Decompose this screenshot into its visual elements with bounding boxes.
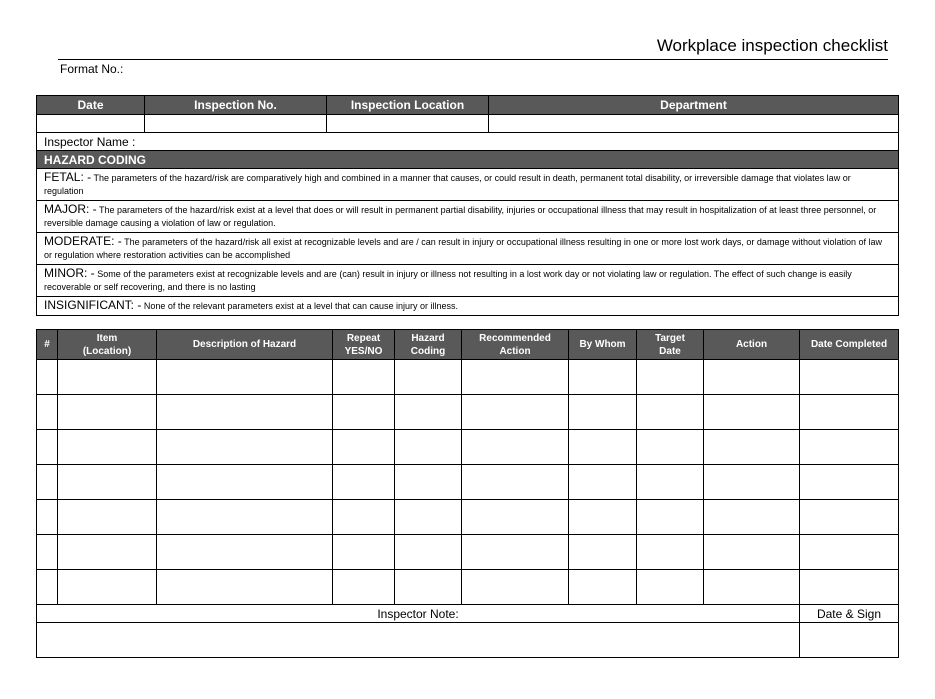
checklist-cell[interactable] bbox=[800, 500, 899, 535]
checklist-cell[interactable] bbox=[800, 360, 899, 395]
checklist-cell[interactable] bbox=[395, 395, 462, 430]
checklist-cell[interactable] bbox=[333, 430, 395, 465]
inspector-note-entry-row bbox=[37, 623, 899, 658]
hazard-description: The parameters of the hazard/risk are comparatively high and combined in a manner that causes, or could result in death, permanent total disability, or irreversible damage that violates law or regulation bbox=[44, 173, 851, 196]
hazard-term: INSIGNIFICANT: - bbox=[44, 298, 142, 312]
checklist-cell[interactable] bbox=[37, 395, 58, 430]
inspection-location-field[interactable] bbox=[327, 115, 489, 133]
date-field[interactable] bbox=[37, 115, 145, 133]
checklist-cell[interactable] bbox=[395, 535, 462, 570]
checklist-cell[interactable] bbox=[333, 395, 395, 430]
date-sign-label: Date & Sign bbox=[800, 605, 899, 623]
checklist-row bbox=[37, 430, 899, 465]
checklist-cell[interactable] bbox=[569, 535, 637, 570]
info-entry-row bbox=[37, 115, 899, 133]
inspector-name-label: Inspector Name : bbox=[44, 134, 136, 149]
row-number-column-header: # bbox=[37, 330, 58, 360]
checklist-cell[interactable] bbox=[462, 360, 569, 395]
info-header-row bbox=[37, 96, 899, 115]
target-date-column-header: Target Date bbox=[637, 330, 704, 360]
date-completed-column-header: Date Completed bbox=[800, 330, 899, 360]
checklist-cell[interactable] bbox=[704, 570, 800, 605]
checklist-cell[interactable] bbox=[58, 570, 157, 605]
inspection-no-column-header: Inspection No. bbox=[145, 96, 327, 115]
department-field[interactable] bbox=[489, 115, 899, 133]
checklist-cell[interactable] bbox=[704, 430, 800, 465]
checklist-cell[interactable] bbox=[333, 360, 395, 395]
title-underline bbox=[58, 59, 888, 60]
checklist-cell[interactable] bbox=[637, 430, 704, 465]
checklist-cell[interactable] bbox=[704, 465, 800, 500]
checklist-cell[interactable] bbox=[637, 570, 704, 605]
checklist-cell[interactable] bbox=[800, 395, 899, 430]
checklist-cell[interactable] bbox=[37, 360, 58, 395]
checklist-cell[interactable] bbox=[462, 395, 569, 430]
checklist-cell[interactable] bbox=[333, 500, 395, 535]
checklist-row bbox=[37, 535, 899, 570]
checklist-cell[interactable] bbox=[637, 500, 704, 535]
checklist-cell[interactable] bbox=[157, 465, 333, 500]
hazard-coding-heading: HAZARD CODING bbox=[37, 151, 899, 169]
hazard-coding-column-header: Hazard Coding bbox=[395, 330, 462, 360]
hazard-description-column-header: Description of Hazard bbox=[157, 330, 333, 360]
format-number-label: Format No.: bbox=[60, 62, 124, 76]
checklist-cell[interactable] bbox=[395, 500, 462, 535]
inspection-checklist-table bbox=[36, 329, 899, 658]
checklist-cell[interactable] bbox=[58, 535, 157, 570]
checklist-cell[interactable] bbox=[800, 570, 899, 605]
hazard-description: None of the relevant parameters exist at a level that can cause injury or illness. bbox=[143, 301, 459, 311]
checklist-cell[interactable] bbox=[704, 360, 800, 395]
inspector-note-field[interactable] bbox=[37, 623, 800, 658]
checklist-cell[interactable] bbox=[800, 430, 899, 465]
checklist-cell[interactable] bbox=[637, 535, 704, 570]
hazard-term: FETAL: - bbox=[44, 170, 92, 184]
checklist-cell[interactable] bbox=[462, 465, 569, 500]
checklist-cell[interactable] bbox=[637, 465, 704, 500]
checklist-cell[interactable] bbox=[333, 570, 395, 605]
inspection-location-column-header: Inspection Location bbox=[327, 96, 489, 115]
checklist-cell[interactable] bbox=[157, 500, 333, 535]
checklist-cell[interactable] bbox=[637, 395, 704, 430]
checklist-cell[interactable] bbox=[333, 465, 395, 500]
checklist-cell[interactable] bbox=[462, 570, 569, 605]
checklist-cell[interactable] bbox=[37, 465, 58, 500]
checklist-cell[interactable] bbox=[462, 430, 569, 465]
checklist-cell[interactable] bbox=[58, 430, 157, 465]
checklist-cell[interactable] bbox=[157, 570, 333, 605]
checklist-cell[interactable] bbox=[800, 465, 899, 500]
repeat-column-header: Repeat YES/NO bbox=[333, 330, 395, 360]
checklist-cell[interactable] bbox=[569, 570, 637, 605]
by-whom-column-header: By Whom bbox=[569, 330, 637, 360]
checklist-cell[interactable] bbox=[58, 360, 157, 395]
checklist-row bbox=[37, 500, 899, 535]
item-location-column-header: Item (Location) bbox=[58, 330, 157, 360]
hazard-description: The parameters of the hazard/risk all exist at recognizable levels and are / can result in injury or occupational illness resulting in one or more lost work days, or damage without violation of law or regulation where restoration activities can be accomplished bbox=[44, 237, 883, 260]
checklist-cell[interactable] bbox=[58, 465, 157, 500]
checklist-cell[interactable] bbox=[37, 430, 58, 465]
checklist-header-row bbox=[37, 330, 899, 360]
checklist-cell[interactable] bbox=[462, 535, 569, 570]
checklist-row bbox=[37, 395, 899, 430]
checklist-cell[interactable] bbox=[58, 395, 157, 430]
inspection-no-field[interactable] bbox=[145, 115, 327, 133]
hazard-definition-major bbox=[37, 201, 899, 233]
checklist-row bbox=[37, 360, 899, 395]
hazard-definition-insignificant bbox=[37, 297, 899, 316]
checklist-cell[interactable] bbox=[58, 500, 157, 535]
recommended-action-column-header: Recommended Action bbox=[462, 330, 569, 360]
checklist-cell[interactable] bbox=[395, 360, 462, 395]
checklist-cell[interactable] bbox=[569, 500, 637, 535]
checklist-cell[interactable] bbox=[637, 360, 704, 395]
department-column-header: Department bbox=[489, 96, 899, 115]
checklist-cell[interactable] bbox=[800, 535, 899, 570]
checklist-cell[interactable] bbox=[569, 465, 637, 500]
checklist-cell[interactable] bbox=[157, 360, 333, 395]
checklist-cell[interactable] bbox=[569, 360, 637, 395]
inspector-note-label: Inspector Note: bbox=[37, 605, 800, 623]
action-column-header: Action bbox=[704, 330, 800, 360]
checklist-cell[interactable] bbox=[157, 535, 333, 570]
checklist-cell[interactable] bbox=[157, 430, 333, 465]
checklist-row bbox=[37, 465, 899, 500]
checklist-cell[interactable] bbox=[462, 500, 569, 535]
inspection-info-table bbox=[36, 95, 899, 316]
date-sign-field[interactable] bbox=[800, 623, 899, 658]
checklist-cell[interactable] bbox=[704, 500, 800, 535]
checklist-cell[interactable] bbox=[157, 395, 333, 430]
checklist-cell[interactable] bbox=[704, 535, 800, 570]
checklist-row bbox=[37, 570, 899, 605]
checklist-cell[interactable] bbox=[37, 570, 58, 605]
hazard-term: MINOR: - bbox=[44, 266, 95, 280]
checklist-cell[interactable] bbox=[333, 535, 395, 570]
hazard-description: Some of the parameters exist at recognizable levels and are (can) result in injury or illness not resulting in a lost work day or not violating law or regulation. The effect of such change is easily recoverable or self recovering, and there is no lasting bbox=[44, 269, 852, 292]
date-column-header: Date bbox=[37, 96, 145, 115]
hazard-description: The parameters of the hazard/risk exist at a level that does or will result in permanent partial disability, injuries or occupational illness that may result in hospitalization of at least three personnel, or reversible damage causing a violation of law or regulation. bbox=[44, 205, 877, 228]
hazard-term: MODERATE: - bbox=[44, 234, 122, 248]
checklist-cell[interactable] bbox=[704, 395, 800, 430]
inspector-note-header-row bbox=[37, 605, 899, 623]
inspector-name-field[interactable] bbox=[37, 133, 899, 151]
hazard-definition-moderate bbox=[37, 233, 899, 265]
checklist-cell[interactable] bbox=[395, 465, 462, 500]
document-title: Workplace inspection checklist bbox=[656, 36, 888, 55]
hazard-definition-minor bbox=[37, 265, 899, 297]
hazard-definition-fetal bbox=[37, 169, 899, 201]
checklist-cell[interactable] bbox=[569, 430, 637, 465]
hazard-term: MAJOR: - bbox=[44, 202, 97, 216]
checklist-cell[interactable] bbox=[37, 500, 58, 535]
checklist-cell[interactable] bbox=[395, 570, 462, 605]
checklist-cell[interactable] bbox=[37, 535, 58, 570]
checklist-cell[interactable] bbox=[569, 395, 637, 430]
checklist-cell[interactable] bbox=[395, 430, 462, 465]
